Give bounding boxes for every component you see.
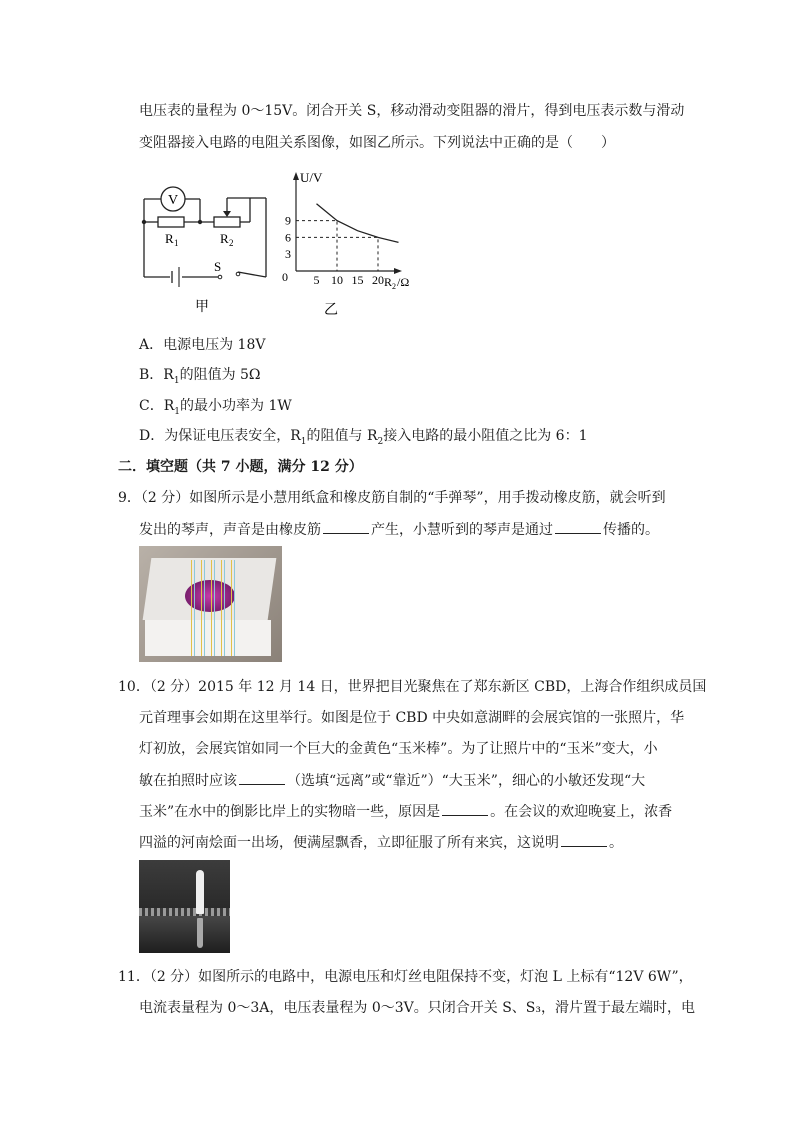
- r2-label: R: [220, 231, 229, 246]
- q10-line4: [139, 770, 645, 791]
- x-tick-label: 5: [313, 273, 320, 287]
- option-c-pre: C．R: [139, 398, 175, 414]
- option-a: A．电源电压为 18V: [139, 337, 266, 353]
- x-tick-label: 20: [372, 273, 384, 287]
- x-axis-label: R: [384, 275, 393, 289]
- x-tick-label: 15: [351, 273, 364, 287]
- tower: [196, 870, 204, 914]
- x-tick-label: 10: [331, 273, 343, 287]
- q11-line1: 11．（2 分）如图所示的电路中，电源电压和灯丝电阻保持不变，灯泡 L 上标有“12V 6W”，: [118, 969, 693, 985]
- section-title: 二．填空题（共 7 小题，满分 12 分）: [118, 459, 363, 475]
- q10-line6-b: 。: [609, 835, 623, 851]
- q10-line2: 元首理事会如期在这里举行。如图是位于 CBD 中央如意湖畔的会展宾馆的一张照片，华: [139, 710, 685, 726]
- circuit-caption: 甲: [195, 300, 209, 315]
- q9-line2-b: 产生，小慧听到的琴声是通过: [371, 522, 553, 538]
- option-b-post: 的阻值为 5Ω: [179, 367, 261, 383]
- u-r-curve: [317, 204, 399, 243]
- r1-label: R: [165, 231, 174, 246]
- option-d-pre: D．为保证电压表安全，R: [139, 428, 301, 444]
- x-axis-label-unit: /Ω: [397, 275, 410, 289]
- option-d-sub1: 1: [300, 436, 307, 447]
- x-axis-arrow: [394, 268, 402, 274]
- q10-line3: 灯初放，会展宾馆如同一个巨大的金黄色“玉米棒”。为了让照片中的“玉米”变大，小: [139, 741, 658, 757]
- r2-sub: 2: [229, 238, 234, 248]
- q10-line4-b: （选填“远离”或“靠近”）“大玉米”，细心的小敏还发现“大: [287, 773, 646, 789]
- hotel-night-photo: [139, 860, 230, 953]
- q9-line2: [139, 519, 659, 540]
- option-b: [139, 365, 261, 391]
- q9-blank-1[interactable]: [323, 519, 369, 534]
- q9-blank-2[interactable]: [555, 519, 601, 534]
- option-d-post: 接入电路的最小阻值之比为 6：1: [383, 428, 588, 444]
- u-r-graph: [278, 168, 428, 318]
- q8-line2: 变阻器接入电路的电阻关系图像，如图乙所示。下列说法中正确的是（ ）: [139, 135, 615, 151]
- q10-line4-a: 敏在拍照时应该: [139, 773, 237, 789]
- q10-line5-b: 。在会议的欢迎晚宴上，浓香: [490, 804, 673, 820]
- q9-line2-a: 发出的琴声，声音是由橡皮筋: [139, 522, 321, 538]
- q10-blank-3[interactable]: [561, 832, 607, 847]
- origin-label: 0: [282, 270, 288, 284]
- dashed-guide: [296, 221, 337, 271]
- x-axis-label-sub: 2: [392, 282, 396, 291]
- q10-line5-a: 玉米”在水中的倒影比岸上的实物暗一些，原因是: [139, 804, 441, 820]
- option-b-pre: B．R: [139, 367, 174, 383]
- y-tick-label: 9: [285, 213, 291, 228]
- graph-caption: 乙: [324, 303, 338, 318]
- q8-line1: 电压表的量程为 0～15V。闭合开关 S，移动滑动变阻器的滑片，得到电压表示数与滑动: [139, 103, 685, 119]
- y-axis-label: U/V: [300, 170, 323, 185]
- option-d-sub2: 2: [377, 436, 384, 447]
- q10-line6: [139, 832, 623, 853]
- circuit-diagram: [130, 170, 280, 315]
- option-d: [139, 426, 588, 452]
- q10-line1: 10．（2 分）2015 年 12 月 14 日，世界把目光聚焦在了郑东新区 CBD，上海合作组织成员国: [118, 679, 707, 695]
- option-b-sub: 1: [173, 375, 180, 386]
- y-tick-label: 6: [285, 230, 291, 245]
- q9-line2-c: 传播的。: [603, 522, 659, 538]
- option-c-post: 的最小功率为 1W: [180, 398, 292, 414]
- harp-photo: [139, 546, 282, 662]
- rubber-bands: [185, 560, 237, 656]
- q10-line6-a: 四溢的河南烩面一出场，便满屋飘香，立即征服了所有来宾，这说明: [139, 835, 559, 851]
- shoreline-lights: [139, 908, 230, 916]
- switch-label: S: [214, 259, 222, 274]
- q10-line5: [139, 801, 672, 822]
- y-axis-arrow: [293, 172, 299, 180]
- q10-blank-1[interactable]: [239, 770, 285, 785]
- option-c: [139, 396, 292, 422]
- option-c-sub: 1: [174, 406, 180, 417]
- voltmeter-label: V: [168, 193, 179, 208]
- r1-sub: 1: [174, 238, 179, 248]
- option-d-mid: 的阻值与 R: [306, 428, 378, 444]
- y-tick-label: 3: [285, 247, 291, 262]
- tower-reflection: [197, 918, 203, 948]
- q11-line2: 电流表量程为 0～3A，电压表量程为 0～3V。只闭合开关 S、S₃，滑片置于最左端时，电: [139, 1000, 695, 1016]
- q9-line1: 9．（2 分）如图所示是小慧用纸盒和橡皮筋自制的“手弹琴”，用手拨动橡皮筋，就会听到: [118, 490, 666, 506]
- q10-blank-2[interactable]: [442, 801, 488, 816]
